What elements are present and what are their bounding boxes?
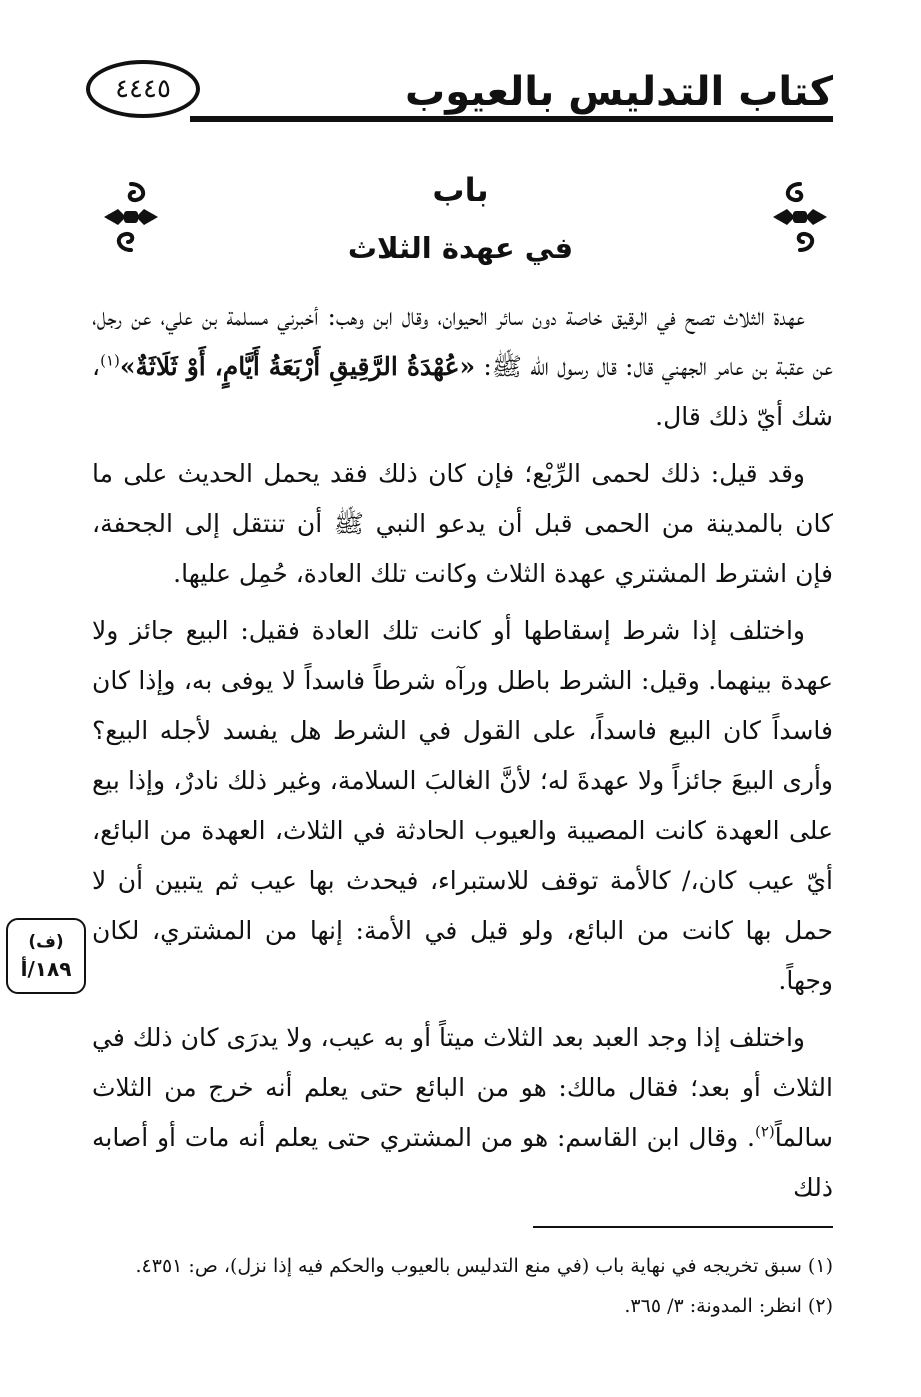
- chapter-title: باب: [432, 171, 489, 209]
- margin-note-folio: ١٨٩/أ: [20, 957, 72, 981]
- page-number: ٤٤٤٥: [86, 60, 200, 118]
- paragraph-text: واختلف إذا شرط إسقاطها أو كانت تلك العادة فقيل: البيع جائز ولا عهدة بينهما. وقيل: الشرط باطل ورآه شرطاً فاسداً لا يوفى به، وإذا كان فاسداً كان البيع فاسداً، على القول في الشرط هل يفسد لأجله البيع؟ وأرى البيعَ جائزاً ولا عهدةَ له؛ لأنَّ الغالبَ السلامة، وغير ذلك نادرٌ، وإذا بيع على العهدة كانت المصيبة والعيوب الحادثة في الثلاث، العهدة من البائع، أيّ عيب كان،/ كالأمة توقف للاستبراء، فيحدث بها عيب ثم يتبين أن لا حمل بها كانت من البائع، ولو قيل في الأمة: إنها من المشتري، لكان وجهاً.: [92, 616, 833, 995]
- paragraph-text: واختلف إذا وجد العبد بعد الثلاث ميتاً أو به عيب، ولا يدرَى كان ذلك في الثلاث أو بعد؛ فقال مالك: هو من البائع حتى يعلم أنه خرج من الثلاث سالماً: [92, 1023, 833, 1152]
- paragraph-text: عهدة الثلاث تصح في الرقيق خاصة دون سائر الحيوان، وقال ابن وهب: أخبرني مسلمة بن علي، عن رجل، عن عقبة بن عامر الجهني قال: قال رسول الله ﷺ:: [92, 302, 833, 381]
- paragraph: [92, 1013, 833, 1213]
- footnote: (٢) انظر: المدونة: ٣/ ٣٦٥.: [624, 1295, 833, 1317]
- footnotes: [92, 1246, 833, 1326]
- footnote-ref[interactable]: (٢): [754, 1122, 775, 1141]
- paragraph: [92, 449, 833, 599]
- paragraph-text: . وقال ابن القاسم: هو من المشتري حتى يعلم أنه مات أو أصابه ذلك: [92, 1123, 833, 1202]
- body-text: [92, 292, 833, 1220]
- footnote-ref[interactable]: (١): [100, 351, 120, 370]
- paragraph: [92, 606, 833, 1006]
- hadith-quote: «عُهْدَةُ الرَّقِيقِ أَرْبَعَةُ أَيَّامٍ، أَوْ ثَلَاثَةٌ»: [119, 352, 476, 381]
- manuscript-margin-note: [6, 918, 86, 994]
- footnote: (١) سبق تخريجه في نهاية باب (في منع التدليس بالعيوب والحكم فيه إذا نزل)، ص: ٤٣٥١.: [135, 1255, 833, 1277]
- footnote-divider: [533, 1226, 833, 1228]
- margin-note-label: (ف): [28, 932, 64, 952]
- chapter-subtitle: في عهدة الثلاث: [347, 231, 574, 265]
- paragraph-text: وقد قيل: ذلك لحمى الرِّبْع؛ فإن كان ذلك فقد يحمل الحديث على ما كان بالمدينة من الحمى قبل أن يدعو النبي ﷺ أن تنتقل إلى الجحفة، فإن اشترط المشتري عهدة الثلاث وكانت تلك العادة، حُمِل عليها.: [92, 459, 833, 588]
- header-rule: [190, 116, 833, 122]
- paragraph: [92, 292, 833, 442]
- book-title: كتاب التدليس بالعيوب: [405, 69, 833, 115]
- paragraph-text: ، شك أيّ ذلك قال.: [92, 352, 833, 431]
